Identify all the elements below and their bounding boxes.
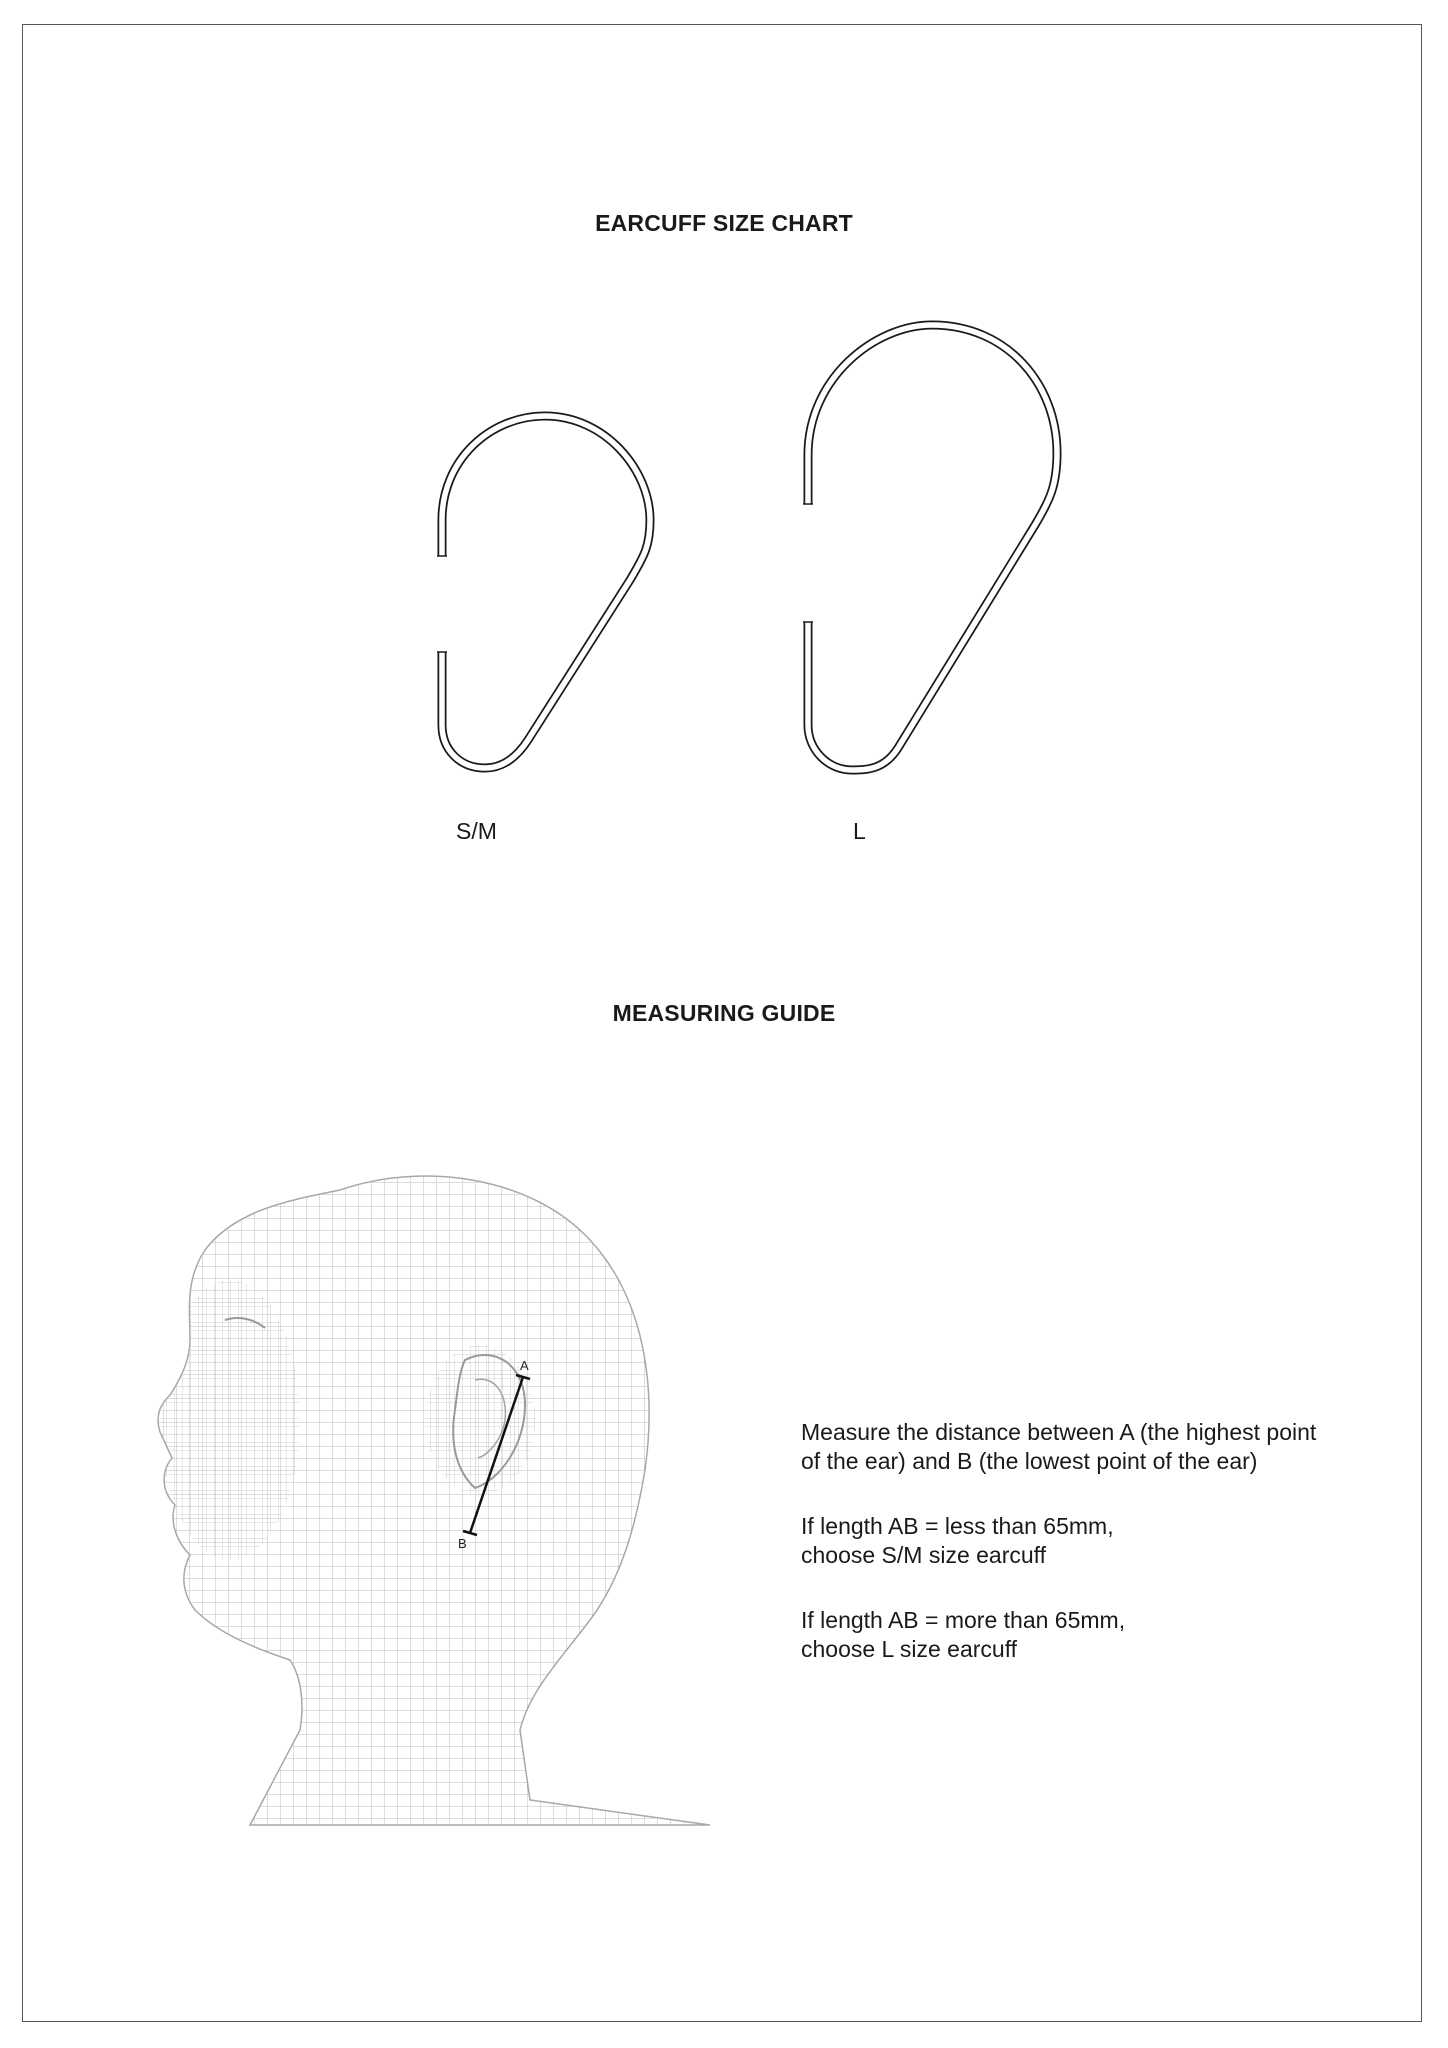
point-a-label: A (520, 1358, 529, 1373)
size-chart-title: EARCUFF SIZE CHART (595, 210, 853, 236)
point-b-label: B (458, 1536, 467, 1551)
size-label-sm: S/M (456, 818, 497, 844)
instruction-size-l: If length AB = more than 65mm, choose L size earcuff (801, 1607, 1126, 1662)
instruction-size-sm: If length AB = less than 65mm, choose S/M size earcuff (801, 1513, 1114, 1568)
size-label-l: L (853, 818, 866, 844)
instruction-measure: Measure the distance between A (the highest point of the ear) and B (the lowest point of the ear) (801, 1419, 1317, 1474)
wireframe-head-illustration (150, 1170, 710, 1830)
measuring-instructions (801, 1418, 1381, 1700)
measuring-guide-title: MEASURING GUIDE (612, 1000, 836, 1026)
earcuff-outlines (0, 0, 1448, 1000)
